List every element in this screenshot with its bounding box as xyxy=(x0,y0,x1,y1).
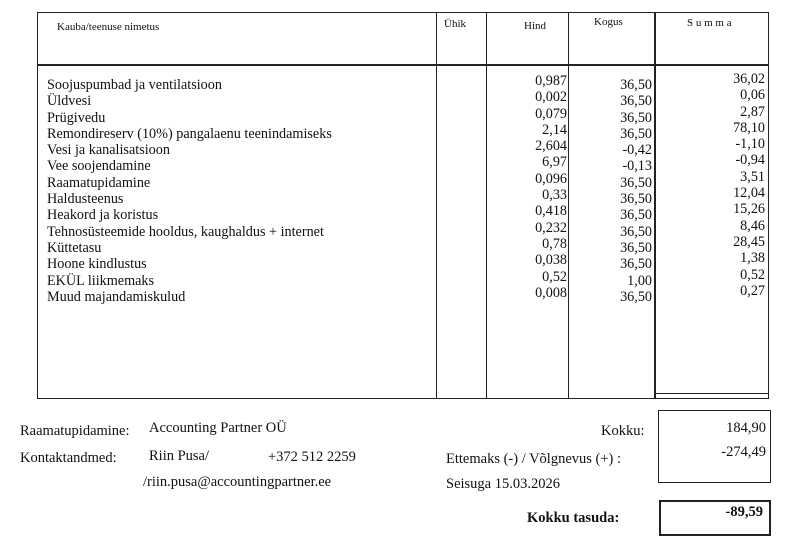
item-names xyxy=(47,77,332,305)
cell-price: 0,52 xyxy=(542,268,567,285)
cell-price: 6,97 xyxy=(542,154,567,171)
cell-sum: 8,46 xyxy=(740,217,765,234)
cell-qty: 36,50 xyxy=(620,109,652,126)
cell-name: EKÜL liikmemaks xyxy=(47,272,155,289)
cell-price: 0,038 xyxy=(535,252,567,269)
sum-box-bottom xyxy=(656,393,769,394)
cell-price: 0,987 xyxy=(535,73,567,89)
table-left-border xyxy=(37,12,38,399)
header-name: Kauba/teenuse nimetus xyxy=(57,21,160,33)
cell-qty: 36,50 xyxy=(620,223,652,240)
date-label: Seisuga 15.03.2026 xyxy=(446,476,560,492)
cell-sum: 0,27 xyxy=(740,282,765,299)
cell-price: 0,33 xyxy=(542,187,567,204)
cell-price: 0,008 xyxy=(535,284,567,301)
cell-qty: 36,50 xyxy=(620,288,652,305)
cell-sum: 36,02 xyxy=(733,71,765,87)
cell-price: 0,079 xyxy=(535,105,567,122)
header-price: Hind xyxy=(524,20,546,32)
cell-price: 0,002 xyxy=(535,89,567,106)
cell-sum: -1,10 xyxy=(735,136,765,153)
cell-sum: -0,94 xyxy=(735,152,765,169)
table-top-border xyxy=(37,12,769,13)
cell-qty: 36,50 xyxy=(620,93,652,110)
col-divider-unit xyxy=(436,12,437,399)
cell-sum: 3,51 xyxy=(740,168,765,185)
cell-qty: 36,50 xyxy=(620,207,652,224)
cell-name: Raamatupidamine xyxy=(47,174,151,191)
contact-name: Riin Pusa/ xyxy=(149,448,210,464)
cell-sum: 0,52 xyxy=(740,266,765,283)
cell-name: Muud majandamiskulud xyxy=(47,288,186,305)
cell-sum: 15,26 xyxy=(733,201,765,218)
cell-price: 0,096 xyxy=(535,170,567,187)
cell-name: Küttetasu xyxy=(47,239,102,256)
cell-qty: -0,13 xyxy=(622,158,652,175)
due-value: -89,59 xyxy=(725,504,763,520)
cell-qty: 36,50 xyxy=(620,239,652,256)
due-label: Kokku tasuda: xyxy=(527,510,620,526)
cell-qty: -0,42 xyxy=(622,142,652,159)
cell-name: Hoone kindlustus xyxy=(47,256,147,273)
accounting-label: Raamatupidamine: xyxy=(20,423,130,439)
cell-sum: 78,10 xyxy=(733,119,765,136)
prepay-value: -274,49 xyxy=(721,444,766,460)
contact-phone: +372 512 2259 xyxy=(268,449,356,465)
cell-price: 0,78 xyxy=(542,235,567,252)
cell-sum: 28,45 xyxy=(733,233,765,250)
prepay-label: Ettemaks (-) / Võlgnevus (+) : xyxy=(446,451,622,467)
cell-name: Heakord ja koristus xyxy=(47,207,159,224)
cell-qty: 36,50 xyxy=(620,174,652,191)
cell-qty: 36,50 xyxy=(620,77,652,93)
cell-price: 0,232 xyxy=(535,219,567,236)
table-right-border xyxy=(768,12,769,399)
total-label: Kokku: xyxy=(601,423,645,439)
cell-sum: 0,06 xyxy=(740,87,765,104)
item-quantities xyxy=(569,77,652,305)
cell-sum: 2,87 xyxy=(740,103,765,120)
cell-name: Haldusteenus xyxy=(47,191,124,208)
cell-name: Remondireserv (10%) pangalaenu teenindamiseks xyxy=(47,125,332,142)
cell-name: Tehnosüsteemide hooldus, kaughaldus + internet xyxy=(47,223,324,240)
accounting-value: Accounting Partner OÜ xyxy=(149,420,287,436)
cell-name: Soojuspumbad ja ventilatsioon xyxy=(47,77,222,93)
header-qty: Kogus xyxy=(594,16,623,28)
cell-name: Vee soojendamine xyxy=(47,158,151,175)
header-unit: Ühik xyxy=(444,18,466,30)
total-value: 184,90 xyxy=(726,420,766,436)
contact-label: Kontaktandmed: xyxy=(20,450,117,466)
cell-price: 2,14 xyxy=(542,121,567,138)
cell-qty: 1,00 xyxy=(627,272,652,289)
cell-price: 2,604 xyxy=(535,138,567,155)
cell-qty: 36,50 xyxy=(620,256,652,273)
cell-name: Üldvesi xyxy=(47,93,92,110)
cell-qty: 36,50 xyxy=(620,125,652,142)
cell-qty: 36,50 xyxy=(620,191,652,208)
table-bottom-border xyxy=(37,398,769,399)
cell-name: Prügivedu xyxy=(47,109,106,126)
contact-email: /riin.pusa@accountingpartner.ee xyxy=(143,474,332,490)
item-prices xyxy=(487,73,567,301)
cell-sum: 1,38 xyxy=(740,250,765,267)
cell-price: 0,418 xyxy=(535,203,567,220)
cell-sum: 12,04 xyxy=(733,185,765,202)
item-sums xyxy=(656,71,765,299)
header-sum: S u m m a xyxy=(687,17,732,29)
header-separator xyxy=(37,64,769,66)
cell-name: Vesi ja kanalisatsioon xyxy=(47,142,170,159)
